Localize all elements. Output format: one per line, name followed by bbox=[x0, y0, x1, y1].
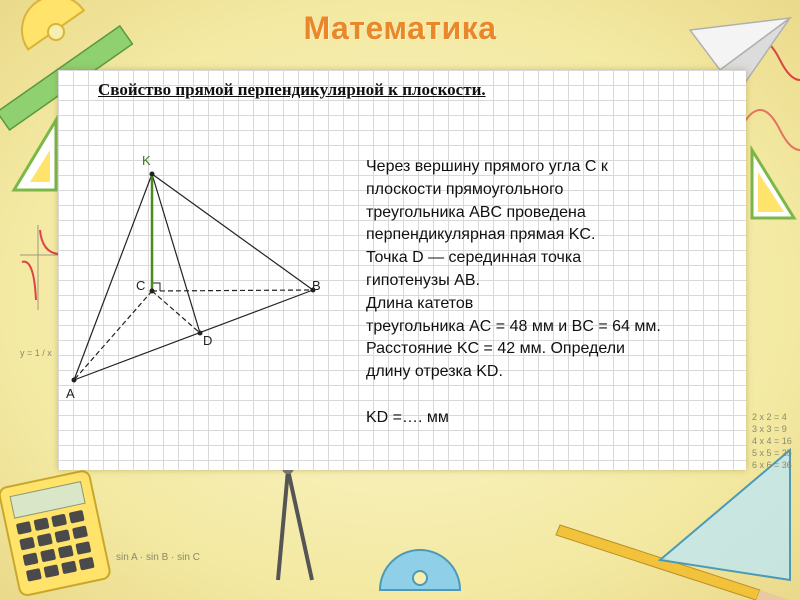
edge-CD bbox=[152, 291, 200, 333]
edge-AB bbox=[74, 290, 313, 380]
slide-heading: Свойство прямой перпендикулярной к плоскости. bbox=[98, 80, 486, 99]
problem-text bbox=[366, 156, 746, 430]
answer-line: KD =…. мм bbox=[366, 408, 449, 426]
label-K: K bbox=[142, 153, 151, 168]
point-A bbox=[72, 378, 77, 383]
problem-line: плоскости прямоугольного bbox=[366, 180, 564, 198]
svg-text:6 x 6 = 36: 6 x 6 = 36 bbox=[752, 460, 792, 470]
label-C: C bbox=[136, 278, 146, 293]
edge-KD bbox=[152, 174, 200, 333]
problem-line: перпендикулярная прямая KC. bbox=[366, 226, 596, 244]
label-B: B bbox=[312, 278, 321, 293]
point-D bbox=[198, 331, 203, 336]
label-D: D bbox=[203, 333, 213, 348]
edge-KB bbox=[152, 174, 313, 290]
problem-line: длину отрезка KD. bbox=[366, 363, 503, 381]
problem-line: треугольника ABC проведена bbox=[366, 203, 586, 221]
point-K bbox=[150, 172, 155, 177]
svg-text:4 x 4 = 16: 4 x 4 = 16 bbox=[752, 436, 792, 446]
spacer bbox=[366, 384, 746, 407]
svg-text:3 x 3 = 9: 3 x 3 = 9 bbox=[752, 424, 787, 434]
problem-line: Расстояние KC = 42 мм. Определи bbox=[366, 340, 625, 358]
problem-line: Через вершину прямого угла C к bbox=[366, 158, 608, 175]
edge-KA bbox=[74, 174, 152, 380]
svg-text:5 x 5 = 25: 5 x 5 = 25 bbox=[752, 448, 792, 458]
page-title: Математика bbox=[303, 10, 497, 46]
edge-CB bbox=[152, 290, 313, 291]
problem-line: Точка D — серединная точка bbox=[366, 249, 582, 267]
point-C bbox=[150, 289, 155, 294]
problem-line: Длина катетов bbox=[366, 294, 474, 312]
problem-line: гипотенузы AB. bbox=[366, 271, 480, 289]
label-A: A bbox=[66, 386, 75, 401]
edge-CA bbox=[74, 291, 152, 380]
svg-text:2 x 2 = 4: 2 x 2 = 4 bbox=[752, 412, 787, 422]
problem-line: треугольника AC = 48 мм и BC = 64 мм. bbox=[366, 317, 661, 335]
formula-text: y = 1 / x bbox=[20, 348, 52, 358]
formula-text-bottom: sin A · sin B · sin C bbox=[116, 552, 200, 563]
